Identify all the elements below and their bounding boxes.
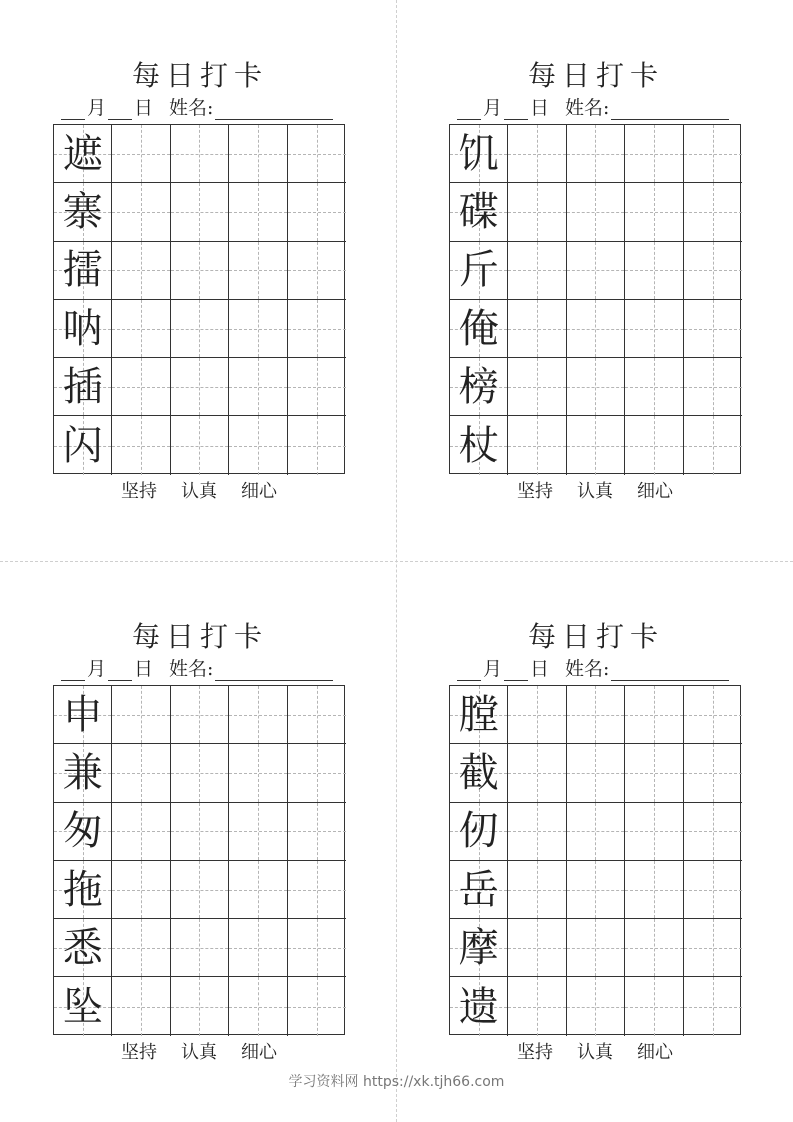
practice-cell[interactable] <box>171 744 229 802</box>
model-char-cell <box>450 300 508 358</box>
practice-cell[interactable] <box>508 919 566 977</box>
practice-cell[interactable] <box>625 125 683 183</box>
practice-cell[interactable] <box>684 919 742 977</box>
model-char-cell <box>450 686 508 744</box>
card-title: 每日打卡 <box>527 620 664 653</box>
practice-cell[interactable] <box>288 803 346 861</box>
practice-cell[interactable] <box>567 183 625 241</box>
practice-cell[interactable] <box>684 183 742 241</box>
model-char-cell <box>450 242 508 300</box>
motto <box>449 480 741 504</box>
practice-cell[interactable] <box>171 183 229 241</box>
date-name-line <box>457 657 729 681</box>
practice-cell[interactable] <box>229 416 287 474</box>
motto-word: 坚持 <box>517 481 553 502</box>
day-label: 日 <box>530 97 550 119</box>
name-blank[interactable] <box>215 99 333 120</box>
model-character: 插 <box>62 363 103 410</box>
model-char-cell <box>450 803 508 861</box>
practice-cell[interactable] <box>171 686 229 744</box>
model-character: 榜 <box>458 363 499 410</box>
practice-cell[interactable] <box>625 861 683 919</box>
practice-cell[interactable] <box>684 300 742 358</box>
motto-word: 细心 <box>241 481 277 502</box>
practice-cell[interactable] <box>171 919 229 977</box>
practice-cell[interactable] <box>508 242 566 300</box>
practice-cell[interactable] <box>508 803 566 861</box>
practice-cell[interactable] <box>508 416 566 474</box>
practice-cell[interactable] <box>112 977 170 1035</box>
practice-cell[interactable] <box>567 803 625 861</box>
practice-cell[interactable] <box>171 242 229 300</box>
practice-cell[interactable] <box>508 686 566 744</box>
model-character: 悉 <box>62 924 103 971</box>
day-label: 日 <box>530 658 550 680</box>
practice-grid <box>449 685 741 1035</box>
checkin-card-4 <box>449 619 749 1079</box>
practice-grid <box>449 124 741 474</box>
model-character: 坠 <box>62 983 103 1030</box>
checkin-card-3 <box>53 619 353 1079</box>
checkin-card-1 <box>53 58 353 518</box>
practice-cell[interactable] <box>112 919 170 977</box>
practice-cell[interactable] <box>112 183 170 241</box>
practice-cell[interactable] <box>684 242 742 300</box>
practice-cell[interactable] <box>625 803 683 861</box>
model-char-cell <box>54 744 112 802</box>
practice-cell[interactable] <box>684 416 742 474</box>
practice-cell[interactable] <box>684 744 742 802</box>
practice-cell[interactable] <box>684 803 742 861</box>
practice-cell[interactable] <box>508 125 566 183</box>
practice-cell[interactable] <box>112 416 170 474</box>
practice-cell[interactable] <box>567 919 625 977</box>
motto-word: 细心 <box>241 1042 277 1063</box>
practice-cell[interactable] <box>567 242 625 300</box>
model-char-cell <box>54 125 112 183</box>
model-char-cell <box>54 358 112 416</box>
model-char-cell <box>450 416 508 474</box>
practice-cell[interactable] <box>625 242 683 300</box>
practice-cell[interactable] <box>112 803 170 861</box>
motto-word: 坚持 <box>517 1042 553 1063</box>
practice-cell[interactable] <box>567 686 625 744</box>
card-title: 每日打卡 <box>131 59 268 92</box>
practice-cell[interactable] <box>684 686 742 744</box>
practice-cell[interactable] <box>171 977 229 1035</box>
practice-cell[interactable] <box>229 803 287 861</box>
practice-cell[interactable] <box>112 242 170 300</box>
practice-cell[interactable] <box>567 300 625 358</box>
day-blank[interactable] <box>504 99 528 120</box>
name-blank[interactable] <box>611 99 729 120</box>
practice-cell[interactable] <box>288 686 346 744</box>
practice-cell[interactable] <box>112 300 170 358</box>
practice-cell[interactable] <box>508 861 566 919</box>
practice-cell[interactable] <box>288 416 346 474</box>
practice-cell[interactable] <box>567 744 625 802</box>
model-character: 岳 <box>458 866 499 913</box>
model-character: 俺 <box>458 305 499 352</box>
motto <box>53 480 345 504</box>
model-character: 碟 <box>458 188 499 235</box>
practice-cell[interactable] <box>171 416 229 474</box>
practice-cell[interactable] <box>508 183 566 241</box>
model-char-cell <box>450 977 508 1035</box>
practice-cell[interactable] <box>288 183 346 241</box>
practice-cell[interactable] <box>229 744 287 802</box>
practice-cell[interactable] <box>684 358 742 416</box>
practice-cell[interactable] <box>625 300 683 358</box>
motto-word: 细心 <box>637 481 673 502</box>
practice-cell[interactable] <box>229 242 287 300</box>
model-char-cell <box>450 358 508 416</box>
day-blank[interactable] <box>108 660 132 681</box>
model-char-cell <box>450 919 508 977</box>
model-character: 摩 <box>458 924 499 971</box>
practice-cell[interactable] <box>112 686 170 744</box>
practice-cell[interactable] <box>288 300 346 358</box>
practice-grid <box>53 685 345 1035</box>
practice-cell[interactable] <box>229 861 287 919</box>
checkin-card-2 <box>449 58 749 518</box>
month-label: 月 <box>87 97 107 119</box>
motto-word: 认真 <box>577 1042 613 1063</box>
model-character: 仞 <box>458 808 499 855</box>
model-character: 闪 <box>62 422 103 469</box>
month-label: 月 <box>483 658 503 680</box>
practice-cell[interactable] <box>567 861 625 919</box>
model-char-cell <box>450 125 508 183</box>
card-title: 每日打卡 <box>527 59 664 92</box>
name-label: 姓名: <box>169 658 214 680</box>
model-character: 兼 <box>62 749 103 796</box>
model-char-cell <box>54 977 112 1035</box>
practice-cell[interactable] <box>171 300 229 358</box>
model-char-cell <box>54 861 112 919</box>
model-character: 寨 <box>62 188 103 235</box>
practice-cell[interactable] <box>112 358 170 416</box>
model-char-cell <box>54 919 112 977</box>
practice-cell[interactable] <box>171 358 229 416</box>
practice-cell[interactable] <box>288 861 346 919</box>
model-character: 饥 <box>458 130 499 177</box>
practice-cell[interactable] <box>567 358 625 416</box>
practice-cell[interactable] <box>229 125 287 183</box>
footer-source: 学习资料网 https://xk.tjh66.com <box>288 1074 505 1090</box>
name-blank[interactable] <box>215 660 333 681</box>
practice-cell[interactable] <box>288 358 346 416</box>
model-character: 匆 <box>62 808 103 855</box>
practice-cell[interactable] <box>171 861 229 919</box>
practice-cell[interactable] <box>508 744 566 802</box>
motto-word: 细心 <box>637 1042 673 1063</box>
model-character: 杖 <box>458 422 499 469</box>
date-name-line <box>61 96 333 120</box>
practice-cell[interactable] <box>684 861 742 919</box>
practice-cell[interactable] <box>229 919 287 977</box>
practice-cell[interactable] <box>567 977 625 1035</box>
model-char-cell <box>54 416 112 474</box>
month-blank[interactable] <box>457 660 481 681</box>
motto-word: 认真 <box>181 481 217 502</box>
name-label: 姓名: <box>565 658 610 680</box>
month-blank[interactable] <box>61 99 85 120</box>
model-char-cell <box>54 183 112 241</box>
practice-cell[interactable] <box>625 744 683 802</box>
practice-cell[interactable] <box>508 977 566 1035</box>
day-blank[interactable] <box>108 99 132 120</box>
practice-cell[interactable] <box>229 183 287 241</box>
motto <box>449 1041 741 1065</box>
date-name-line <box>61 657 333 681</box>
practice-grid <box>53 124 345 474</box>
practice-cell[interactable] <box>567 416 625 474</box>
model-character: 申 <box>62 691 103 738</box>
model-char-cell <box>54 300 112 358</box>
month-label: 月 <box>87 658 107 680</box>
model-character: 遮 <box>62 130 103 177</box>
model-character: 拖 <box>62 866 103 913</box>
practice-cell[interactable] <box>508 300 566 358</box>
month-blank[interactable] <box>61 660 85 681</box>
practice-cell[interactable] <box>171 125 229 183</box>
practice-cell[interactable] <box>112 125 170 183</box>
motto-word: 坚持 <box>121 1042 157 1063</box>
model-char-cell <box>54 242 112 300</box>
practice-cell[interactable] <box>112 861 170 919</box>
model-char-cell <box>450 183 508 241</box>
name-label: 姓名: <box>169 97 214 119</box>
model-character: 遗 <box>458 983 499 1030</box>
name-blank[interactable] <box>611 660 729 681</box>
practice-cell[interactable] <box>625 416 683 474</box>
model-character: 膛 <box>458 691 499 738</box>
practice-cell[interactable] <box>229 300 287 358</box>
model-character: 截 <box>458 749 499 796</box>
practice-cell[interactable] <box>171 803 229 861</box>
model-character: 擂 <box>62 247 103 294</box>
practice-cell[interactable] <box>625 919 683 977</box>
practice-cell[interactable] <box>229 977 287 1035</box>
practice-cell[interactable] <box>684 125 742 183</box>
motto <box>53 1041 345 1065</box>
model-character: 呐 <box>62 305 103 352</box>
day-label: 日 <box>134 658 154 680</box>
model-char-cell <box>450 744 508 802</box>
practice-cell[interactable] <box>112 744 170 802</box>
model-char-cell <box>450 861 508 919</box>
practice-cell[interactable] <box>288 125 346 183</box>
practice-cell[interactable] <box>288 977 346 1035</box>
day-blank[interactable] <box>504 660 528 681</box>
practice-cell[interactable] <box>684 977 742 1035</box>
practice-cell[interactable] <box>567 125 625 183</box>
practice-cell[interactable] <box>229 358 287 416</box>
card-title: 每日打卡 <box>131 620 268 653</box>
model-character: 斤 <box>458 247 499 294</box>
horizontal-cut-line <box>0 561 793 562</box>
date-name-line <box>457 96 729 120</box>
practice-cell[interactable] <box>625 686 683 744</box>
practice-cell[interactable] <box>625 183 683 241</box>
practice-cell[interactable] <box>508 358 566 416</box>
name-label: 姓名: <box>565 97 610 119</box>
practice-cell[interactable] <box>288 242 346 300</box>
motto-word: 认真 <box>181 1042 217 1063</box>
practice-cell[interactable] <box>229 686 287 744</box>
practice-cell[interactable] <box>625 358 683 416</box>
motto-word: 坚持 <box>121 481 157 502</box>
practice-cell[interactable] <box>625 977 683 1035</box>
day-label: 日 <box>134 97 154 119</box>
model-char-cell <box>54 686 112 744</box>
practice-cell[interactable] <box>288 919 346 977</box>
model-char-cell <box>54 803 112 861</box>
motto-word: 认真 <box>577 481 613 502</box>
practice-cell[interactable] <box>288 744 346 802</box>
month-label: 月 <box>483 97 503 119</box>
month-blank[interactable] <box>457 99 481 120</box>
